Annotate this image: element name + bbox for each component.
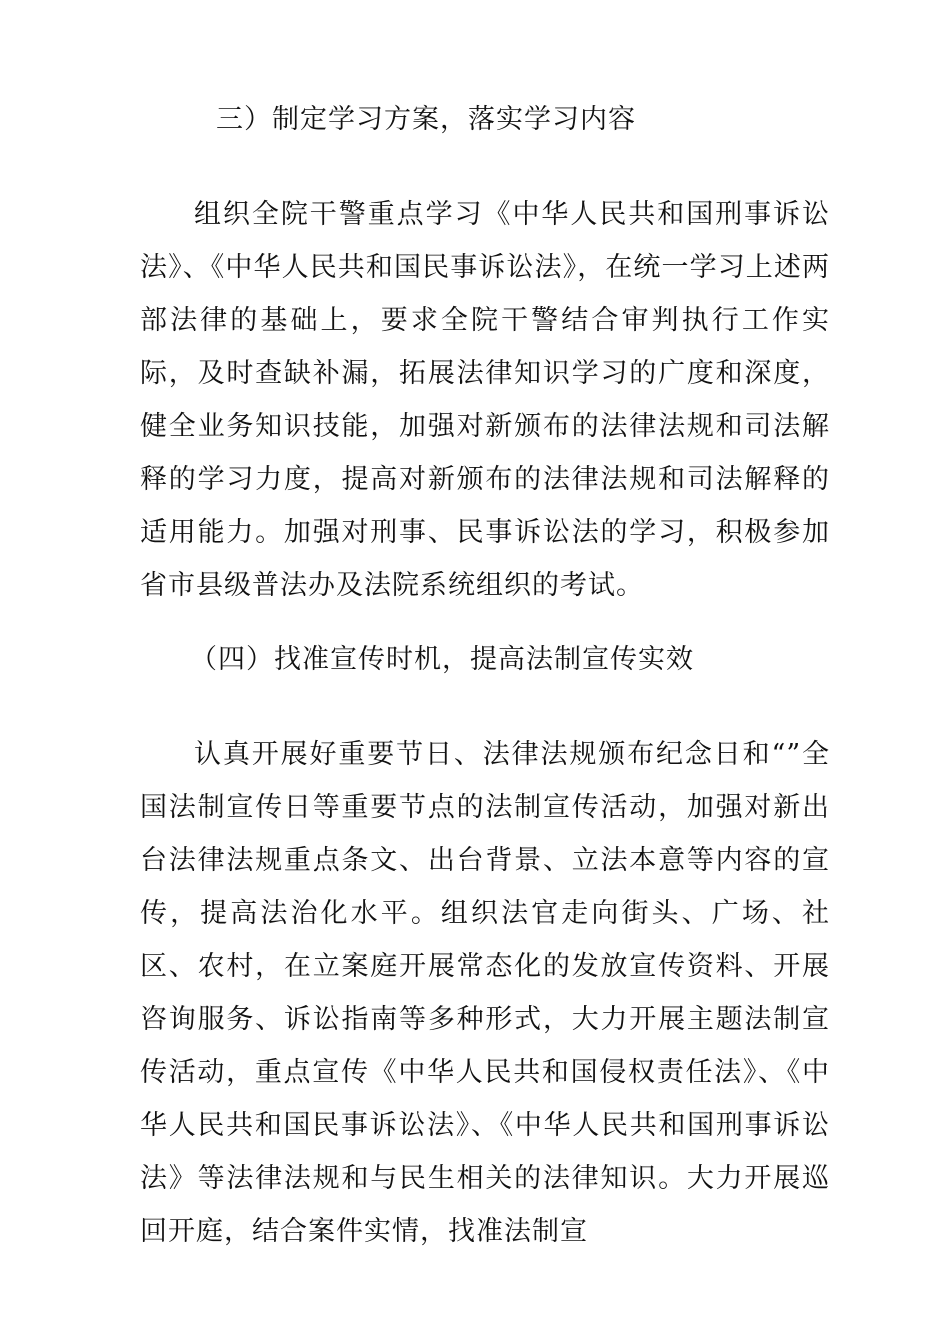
section-heading-3: 三）制定学习方案，落实学习内容 [216, 104, 636, 135]
section-heading-4: （四）找准宣传时机，提高法制宣传实效 [190, 644, 694, 675]
section-paragraph-4: 认真开展好重要节日、法律法规颁布纪念日和“”全国法制宣传日等重要节点的法制宣传活动，加强对新出台法律法规重点条文、出台背景、立法本意等内容的宣传，提高法治化水平。组织法官走向街头、广场、社区、农村，在立案庭开展常态化的发放宣传资料、开展咨询服务、诉讼指南等多种形式，大力开展主题法制宣传活动，重点宣传《中华人民共和国侵权责任法》、《中华人民共和国民事诉讼法》、《中华人民共和国刑事诉讼法》等法律法规和与民生相关的法律知识。大力开展巡回开庭，结合案件实情，找准法制宣 [140, 739, 830, 1247]
section-paragraph-3: 组织全院干警重点学习《中华人民共和国刑事诉讼法》、《中华人民共和国民事诉讼法》，在统一学习上述两部法律的基础上，要求全院干警结合审判执行工作实际，及时查缺补漏，拓展法律知识学习的广度和深度，健全业务知识技能，加强对新颁布的法律法规和司法解释的学习力度，提高对新颁布的法律法规和司法解释的适用能力。加强对刑事、民事诉讼法的学习，积极参加省市县级普法办及法院系统组织的考试。 [140, 199, 830, 601]
